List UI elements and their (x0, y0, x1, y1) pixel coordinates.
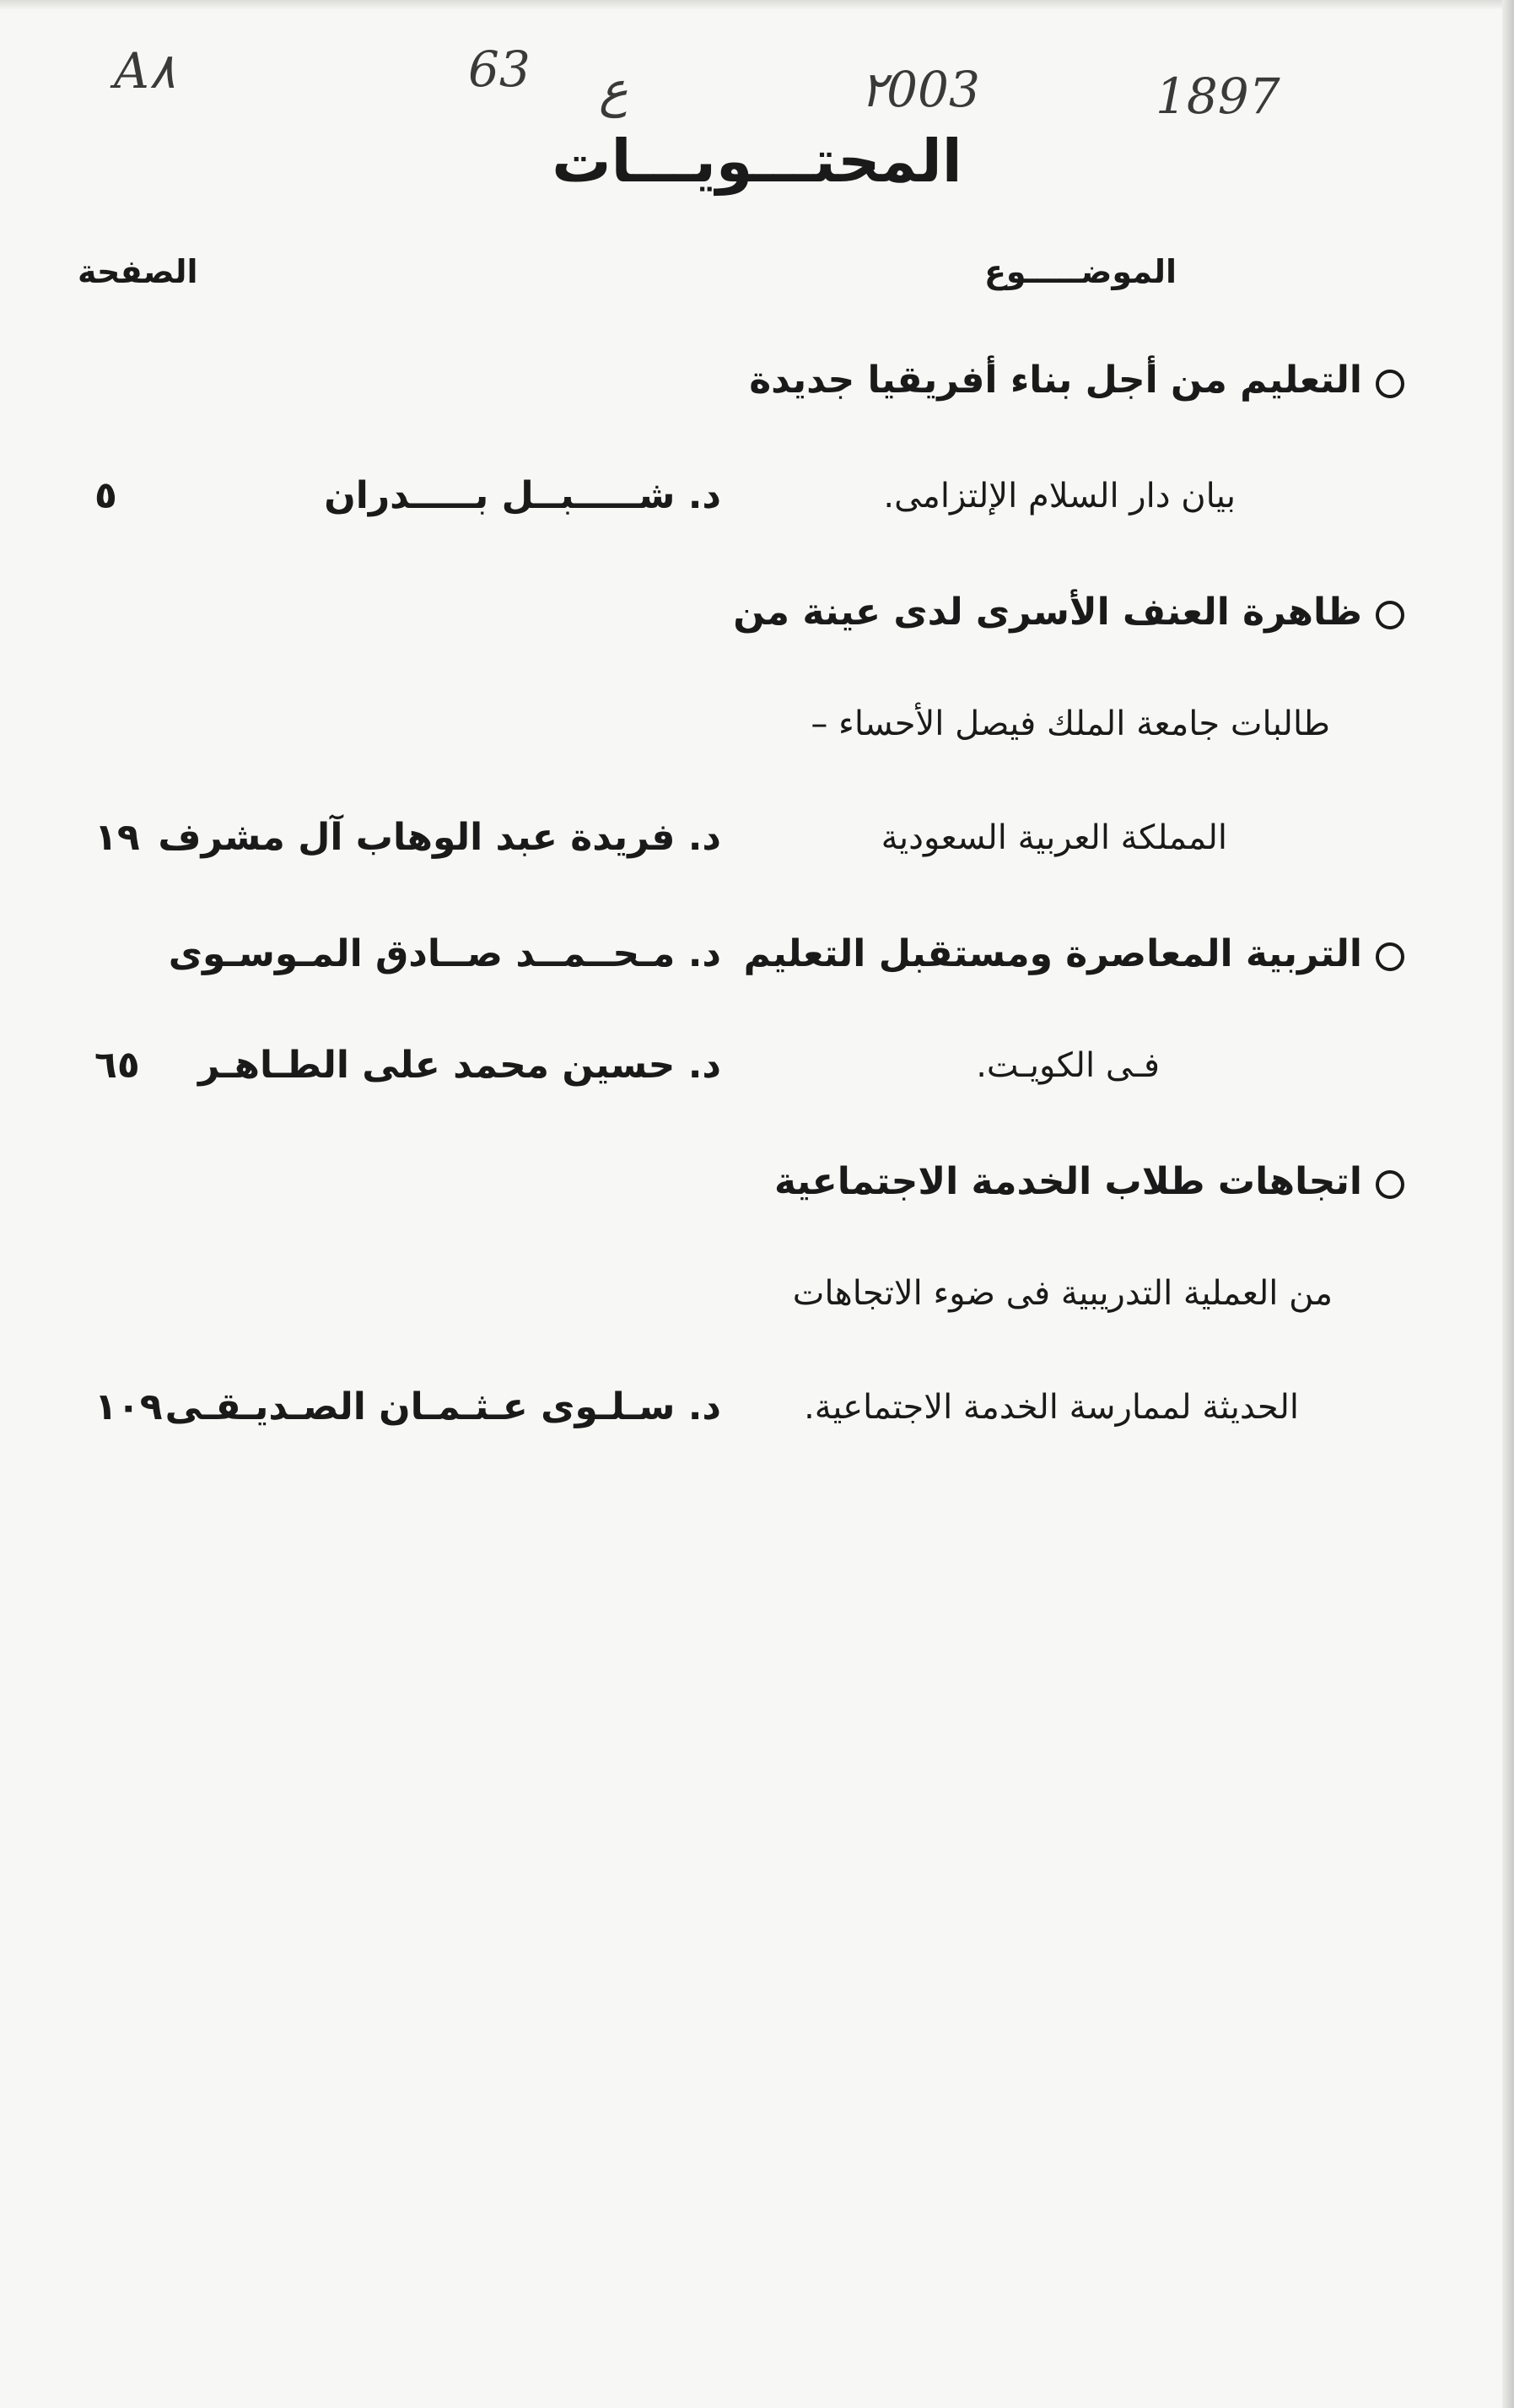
handwritten-note: ع (599, 61, 628, 118)
entry-line: الحديثة لممارسة الخدمة الاجتماعية. (804, 1388, 1299, 1427)
bullet-circle-icon (1376, 370, 1404, 398)
handwritten-note: 63 (468, 40, 531, 98)
scan-top-edge (0, 0, 1514, 10)
entry-page-number: ٥ (94, 474, 117, 517)
entry-author: د. حسين محمد على الطـاهـر (198, 1044, 721, 1087)
entry-line: فـى الكويـت. (976, 1046, 1160, 1085)
bullet-circle-icon (1376, 1170, 1404, 1199)
page-column-header: الصفحة (78, 253, 198, 290)
entry-page-number: ١٩ (94, 816, 140, 859)
handwritten-note: A٨ (114, 42, 176, 100)
bullet-circle-icon (1376, 942, 1404, 971)
entry-line: بيان دار السلام الإلتزامى. (883, 477, 1236, 516)
entry-author: د. فريدة عبد الوهاب آل مشرف (158, 816, 721, 859)
entry-author: د. مـحــمــد صــادق المـوسـوى (168, 932, 721, 975)
scan-right-edge (1502, 0, 1514, 2408)
bullet-circle-icon (1376, 601, 1404, 629)
entry-title: اتجاهات طلاب الخدمة الاجتماعية (774, 1160, 1362, 1203)
entry-author: د. سـلـوى عـثـمـان الصـديـقـى (164, 1385, 721, 1428)
entry-author: د. شـــــبــل بـــــدران (324, 474, 721, 517)
entry-page-number: ١٠٩ (94, 1385, 163, 1428)
entry-page-number: ٦٥ (94, 1044, 140, 1087)
entry-title: التربية المعاصرة ومستقبل التعليم (743, 932, 1362, 975)
entry-line: طالبات جامعة الملك فيصل الأحساء – (811, 705, 1330, 743)
entry-line: المملكة العربية السعودية (881, 818, 1227, 857)
topic-column-header: الموضـــــوع (983, 253, 1177, 290)
entry-title: التعليم من أجل بناء أفريقيا جديدة (749, 359, 1362, 402)
entry-line: من العملية التدريبية فى ضوء الاتجاهات (792, 1274, 1333, 1313)
handwritten-note: ٢003 (860, 61, 980, 118)
entry-title: ظاهرة العنف الأسرى لدى عينة من (733, 591, 1362, 634)
handwritten-note: 1897 (1156, 67, 1280, 125)
page-title: المحتـــويـــات (552, 127, 962, 196)
